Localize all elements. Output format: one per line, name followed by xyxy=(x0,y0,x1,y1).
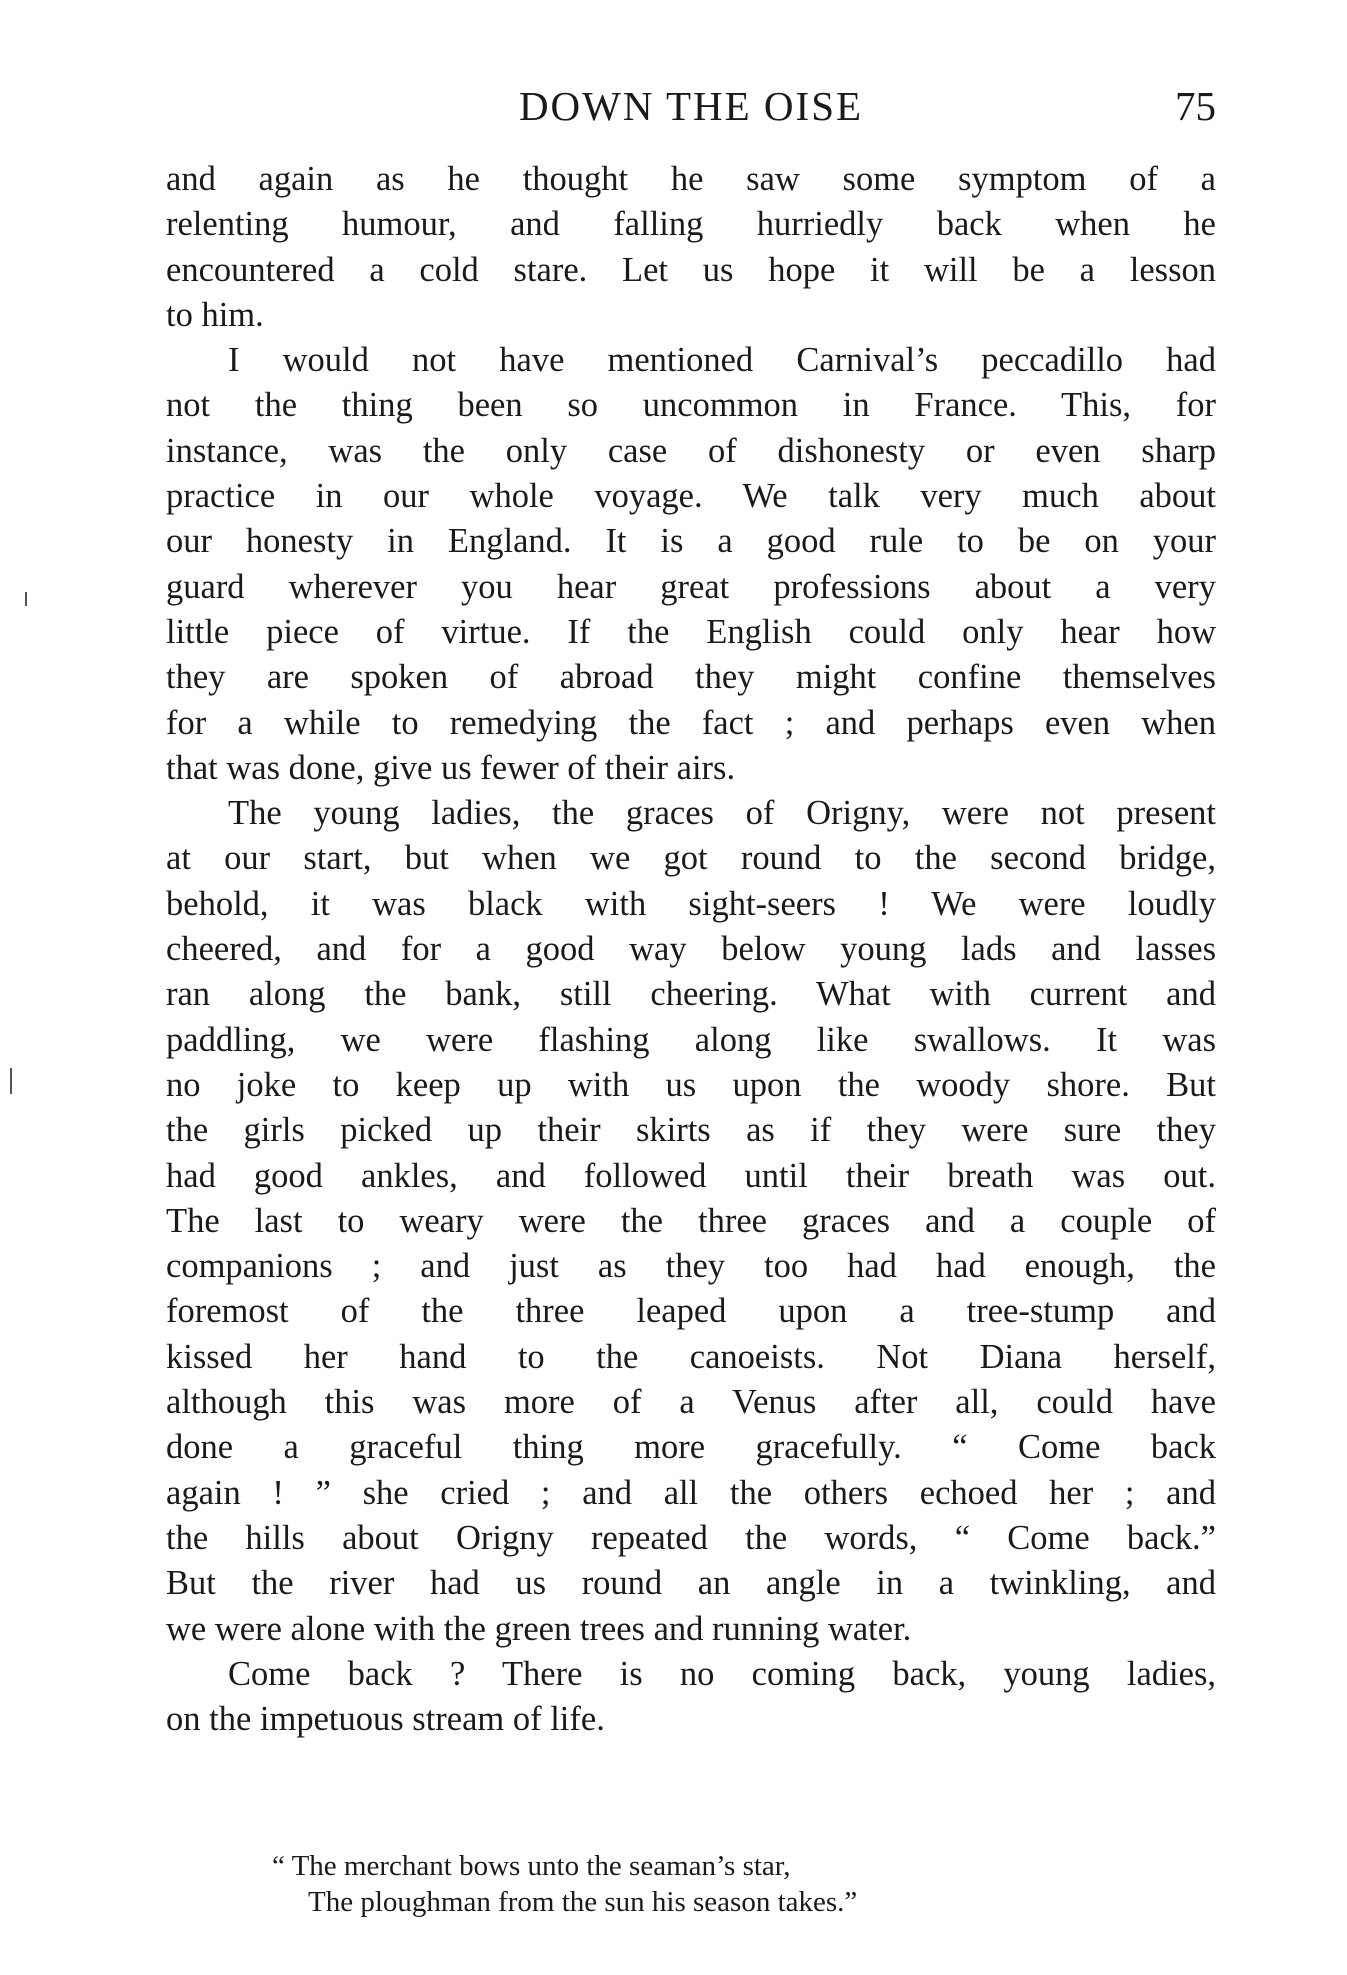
quote-line: The ploughman from the sun his season takes.” xyxy=(308,1886,858,1918)
text-line: at our start, but when we got round to the second bridge, xyxy=(166,839,1216,878)
text-line: for a while to remedying the fact ; and perhaps even when xyxy=(166,703,1216,742)
text-line: companions ; and just as they too had had enough, the xyxy=(166,1247,1216,1286)
body-text xyxy=(166,157,1216,1742)
text-line: we were alone with the green trees and running water. xyxy=(166,1609,912,1648)
text-line: cheered, and for a good way below young lads and lasses xyxy=(166,930,1216,969)
page-header xyxy=(166,82,1216,142)
text-line: paddling, we were flashing along like swallows. It was xyxy=(166,1020,1216,1059)
text-line: our honesty in England. It is a good rule to be on your xyxy=(166,522,1216,561)
text-line: and again as he thought he saw some symptom of a xyxy=(166,160,1216,198)
text-line: done a graceful thing more gracefully. “ Come back xyxy=(166,1428,1216,1467)
text-line: relenting humour, and falling hurriedly back when he xyxy=(166,205,1216,244)
quote-line: “ The merchant bows unto the seaman’s star, xyxy=(272,1850,791,1882)
text-line: they are spoken of abroad they might confine themselves xyxy=(166,658,1216,697)
text-line: had good ankles, and followed until their breath was out. xyxy=(166,1156,1216,1195)
text-line: that was done, give us fewer of their airs. xyxy=(166,748,736,787)
text-line: kissed her hand to the canoeists. Not Diana herself, xyxy=(166,1337,1216,1376)
text-line: encountered a cold stare. Let us hope it will be a lesson xyxy=(166,250,1216,289)
text-line: on the impetuous stream of life. xyxy=(166,1700,605,1739)
text-line: I would not have mentioned Carnival’s peccadillo had xyxy=(228,341,1216,380)
text-line: again ! ” she cried ; and all the others echoed her ; and xyxy=(166,1473,1216,1512)
text-line: Come back ? There is no coming back, young ladies, xyxy=(228,1654,1216,1693)
scan-mark xyxy=(10,1068,12,1094)
text-line: no joke to keep up with us upon the woody shore. But xyxy=(166,1065,1216,1104)
text-line: although this was more of a Venus after all, could have xyxy=(166,1383,1216,1422)
page-number: 75 xyxy=(1175,83,1216,129)
text-line: little piece of virtue. If the English could only hear how xyxy=(166,612,1216,651)
text-line: The young ladies, the graces of Origny, were not present xyxy=(228,794,1216,833)
text-line: guard wherever you hear great professions about a very xyxy=(166,567,1216,606)
text-line: foremost of the three leaped upon a tree-stump and xyxy=(166,1292,1216,1331)
text-line: The last to weary were the three graces and a couple of xyxy=(166,1201,1216,1240)
text-line: not the thing been so uncommon in France. This, for xyxy=(166,386,1216,425)
text-line: instance, was the only case of dishonesty or even sharp xyxy=(166,431,1216,470)
text-line: ran along the bank, still cheering. What with current and xyxy=(166,975,1216,1014)
verse-quotation xyxy=(272,1848,1092,1920)
text-line: the hills about Origny repeated the words, “ Come back.” xyxy=(166,1518,1216,1557)
text-line: practice in our whole voyage. We talk very much about xyxy=(166,477,1216,516)
text-line: the girls picked up their skirts as if they were sure they xyxy=(166,1111,1216,1150)
running-head: DOWN THE OISE xyxy=(518,83,864,129)
scan-mark xyxy=(25,592,27,606)
text-line: But the river had us round an angle in a twinkling, and xyxy=(166,1564,1216,1603)
text-line: to him. xyxy=(166,295,264,334)
text-line: behold, it was black with sight-seers ! We were loudly xyxy=(166,884,1216,923)
